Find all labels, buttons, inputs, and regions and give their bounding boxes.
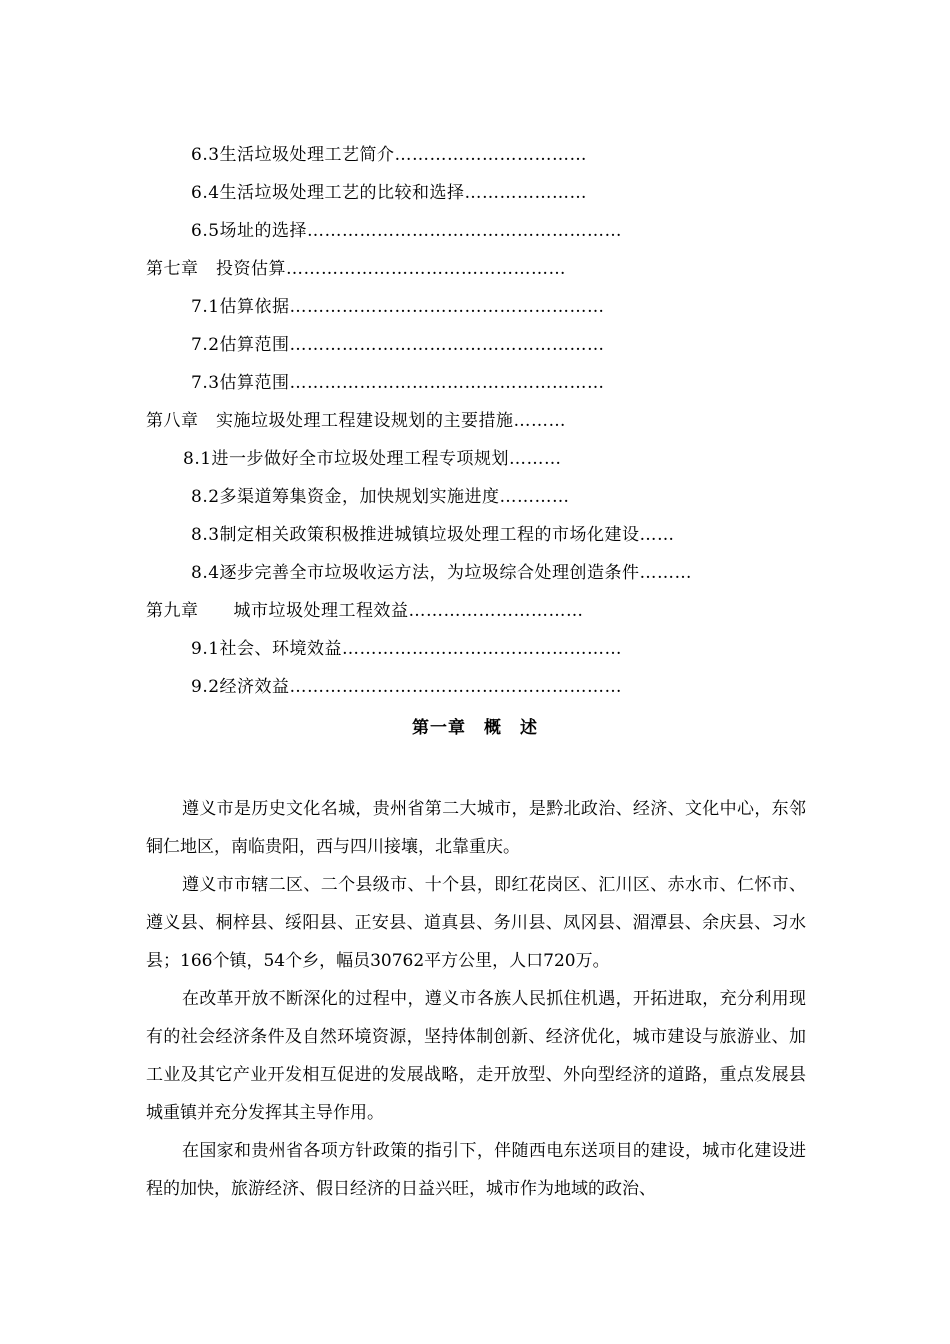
- chapter-title: 第一章 概 述: [412, 718, 538, 738]
- toc-entry[interactable]: 7.3估算范围………………………………………………: [191, 373, 605, 393]
- toc-chapter-entry[interactable]: 第九章 城市垃圾处理工程效益…………………………: [146, 601, 584, 621]
- toc-entry[interactable]: 6.3生活垃圾处理工艺简介……………………………: [191, 145, 588, 165]
- paragraph: 遵义市是历史文化名城，贵州省第二大城市，是黔北政治、经济、文化中心，东邻铜仁地区，南临贵阳，西与四川接壤，北靠重庆。: [146, 799, 806, 857]
- toc-chapter-entry[interactable]: 第八章 实施垃圾处理工程建设规划的主要措施………: [146, 411, 566, 431]
- paragraph: 在改革开放不断深化的过程中，遵义市各族人民抓住机遇，开拓进取，充分利用现有的社会经济条件及自然环境资源，坚持体制创新、经济优化，城市建设与旅游业、加工业及其它产业开发相互促进的发展战略，走开放型、外向型经济的道路，重点发展县城重镇并充分发挥其主导作用。: [146, 989, 806, 1123]
- toc-entry[interactable]: 8.2多渠道筹集资金，加快规划实施进度…………: [191, 487, 570, 507]
- paragraph: 在国家和贵州省各项方针政策的指引下，伴随西电东送项目的建设，城市化建设进程的加快，旅游经济、假日经济的日益兴旺，城市作为地域的政治、: [146, 1141, 806, 1199]
- toc-entry[interactable]: 8.3制定相关政策积极推进城镇垃圾处理工程的市场化建设……: [191, 525, 675, 545]
- toc-entry[interactable]: 9.2经济效益…………………………………………………: [191, 677, 623, 697]
- toc-entry[interactable]: 6.5场址的选择………………………………………………: [191, 221, 623, 241]
- toc-entry[interactable]: 7.1估算依据………………………………………………: [191, 297, 605, 317]
- toc-chapter-entry[interactable]: 第七章 投资估算…………………………………………: [146, 259, 566, 279]
- toc-entry[interactable]: 8.1进一步做好全市垃圾处理工程专项规划………: [183, 449, 562, 469]
- toc-entry[interactable]: 8.4逐步完善全市垃圾收运方法，为垃圾综合处理创造条件………: [191, 563, 693, 583]
- toc-entry[interactable]: 9.1社会、环境效益…………………………………………: [191, 639, 623, 659]
- toc-entry[interactable]: 6.4生活垃圾处理工艺的比较和选择…………………: [191, 183, 588, 203]
- toc-entry[interactable]: 7.2估算范围………………………………………………: [191, 335, 605, 355]
- paragraph: 遵义市市辖二区、二个县级市、十个县，即红花岗区、汇川区、赤水市、仁怀市、遵义县、桐梓县、绥阳县、正安县、道真县、务川县、凤冈县、湄潭县、余庆县、习水县；166个镇，54个乡，幅员30762平方公里，人口720万。: [146, 875, 806, 971]
- body-text: [146, 790, 806, 1208]
